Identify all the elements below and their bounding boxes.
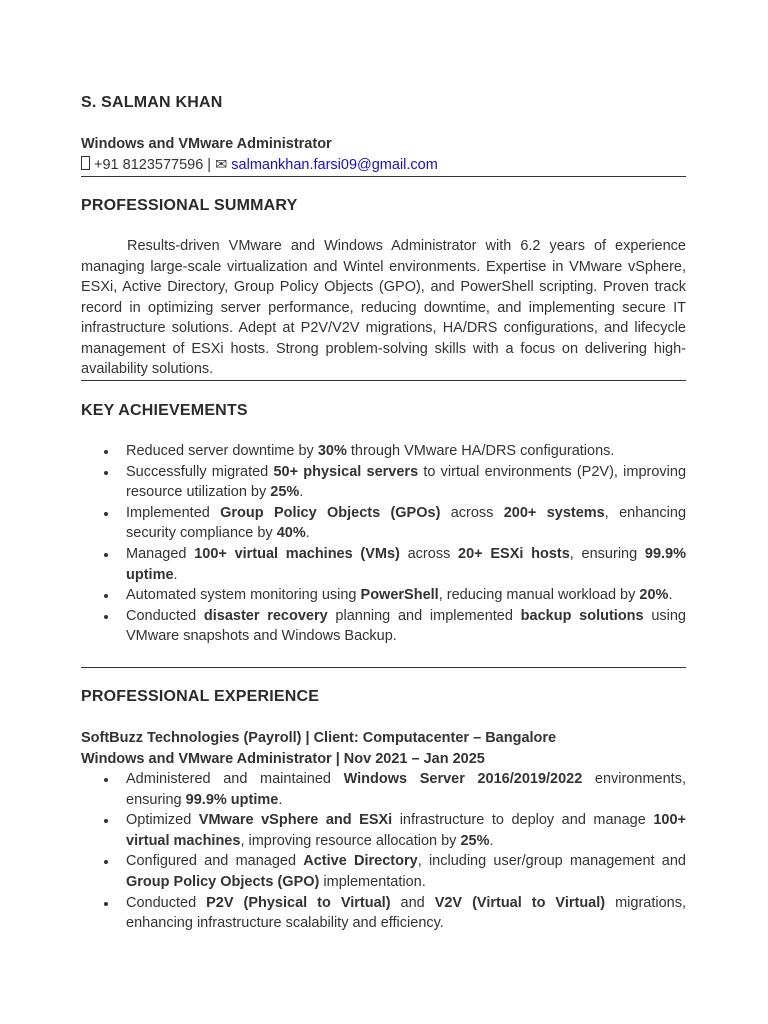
achievement-item	[81, 462, 686, 503]
bold-text: disaster recovery	[203, 607, 328, 624]
divider	[81, 176, 686, 177]
achievements-heading: KEY ACHIEVEMENTS	[81, 402, 248, 419]
candidate-name: S. SALMAN KHAN	[81, 94, 223, 111]
company-line: SoftBuzz Technologies (Payroll) | Client: Computacenter – Bangalore	[81, 730, 557, 746]
text: infrastructure to deploy and manage	[392, 812, 654, 829]
bold-text: backup solutions	[520, 607, 644, 624]
achievement-item	[81, 606, 686, 647]
bold-text: 99.9% uptime	[126, 545, 687, 583]
text: through VMware HA/DRS configurations.	[346, 443, 615, 459]
text: Managed	[126, 545, 195, 562]
text: and	[390, 894, 435, 911]
experience-list	[81, 769, 686, 934]
bold-text: 100+ virtual machines	[126, 812, 686, 849]
role-line: Windows and VMware Administrator | Nov 2021 – Jan 2025	[81, 751, 485, 767]
achievement-item	[81, 544, 686, 585]
bold-text: 50+ physical servers	[273, 463, 419, 480]
text: planning and implemented	[327, 607, 521, 624]
experience-heading: PROFESSIONAL EXPERIENCE	[81, 688, 320, 705]
text: Conducted	[126, 607, 204, 624]
bold-text: V2V (Virtual to Virtual)	[434, 894, 606, 911]
bold-text: 20%	[639, 587, 669, 604]
text: using VMware snapshots and Windows Backup.	[126, 607, 686, 645]
experience-item	[81, 769, 686, 810]
divider	[81, 667, 686, 668]
text: Configured and managed	[126, 853, 304, 870]
text: Automated system monitoring using	[126, 587, 361, 604]
mail-icon: ✉	[215, 157, 228, 173]
summary-heading: PROFESSIONAL SUMMARY	[81, 197, 298, 214]
achievement-item	[81, 585, 686, 606]
text: Optimized	[126, 812, 199, 829]
text: Administered and maintained	[126, 771, 344, 787]
contact-line	[81, 155, 438, 175]
bold-text: Windows Server 2016/2019/2022	[343, 771, 583, 787]
text: , improving resource allocation by	[240, 832, 461, 849]
text: , reducing manual workload by	[438, 587, 640, 604]
bold-text: PowerShell	[360, 587, 439, 604]
experience-item	[81, 893, 686, 934]
text: Implemented	[126, 504, 221, 521]
text: .	[668, 587, 673, 604]
text: across	[440, 504, 504, 521]
bold-text: P2V (Physical to Virtual)	[206, 894, 391, 911]
bold-text: 100+ virtual machines (VMs)	[194, 545, 400, 562]
text: .	[299, 484, 304, 501]
divider	[81, 380, 686, 381]
bold-text: 99.9% uptime	[185, 791, 279, 808]
text: Conducted	[126, 894, 207, 911]
achievement-item	[81, 441, 686, 462]
text: implementation.	[319, 873, 426, 890]
experience-item	[81, 810, 686, 851]
bold-text: 30%	[317, 443, 347, 459]
phone-number: +91 8123577596 |	[94, 157, 212, 173]
bold-text: 20+ ESXi hosts	[458, 545, 570, 562]
bold-text: Group Policy Objects (GPO)	[126, 873, 320, 890]
achievement-item	[81, 503, 686, 544]
text: across	[399, 545, 459, 562]
text: .	[305, 525, 310, 542]
achievements-list	[81, 441, 686, 647]
bold-text: 25%	[270, 484, 300, 501]
summary-text: Results-driven VMware and Windows Administrator with 6.2 years of experience managing large-scale virtualization and Wintel environments. Expertise in VMware vSphere, ESXi, Active Directory, Group Policy Objects (GPO), and PowerShell scripting. Proven track record in optimizing server performance, reducing downtime, and implementing secure IT infrastructure solutions. Adept at P2V/V2V migrations, HA/DRS configurations, and lifecycle management of ESXi hosts. Strong problem-solving skills with a focus on delivering high-availability solutions.	[81, 238, 686, 377]
bold-text: VMware vSphere and ESXi	[198, 812, 393, 829]
bold-text: Active Directory	[303, 853, 418, 870]
text: Successfully migrated	[126, 463, 274, 480]
text: to virtual environments (P2V), improving resource utilization by	[126, 463, 687, 501]
job-title: Windows and VMware Administrator	[81, 136, 332, 152]
email-link[interactable]: salmankhan.farsi09@gmail.com	[231, 157, 438, 173]
text: , enhancing security compliance by	[126, 504, 687, 542]
phone-icon	[81, 156, 90, 170]
text: , ensuring	[569, 545, 645, 562]
bold-text: Group Policy Objects (GPOs)	[220, 504, 441, 521]
text: .	[173, 566, 178, 583]
bold-text: 25%	[460, 832, 490, 849]
text: .	[278, 791, 283, 808]
text: , including user/group management and	[417, 853, 686, 870]
bold-text: 40%	[276, 525, 306, 542]
text: Reduced server downtime by	[126, 443, 318, 459]
text: migrations, enhancing infrastructure scalability and efficiency.	[126, 894, 687, 932]
bold-text: 200+ systems	[503, 504, 605, 521]
experience-item	[81, 851, 686, 892]
text: environments, ensuring	[126, 771, 686, 808]
text: .	[489, 832, 494, 849]
